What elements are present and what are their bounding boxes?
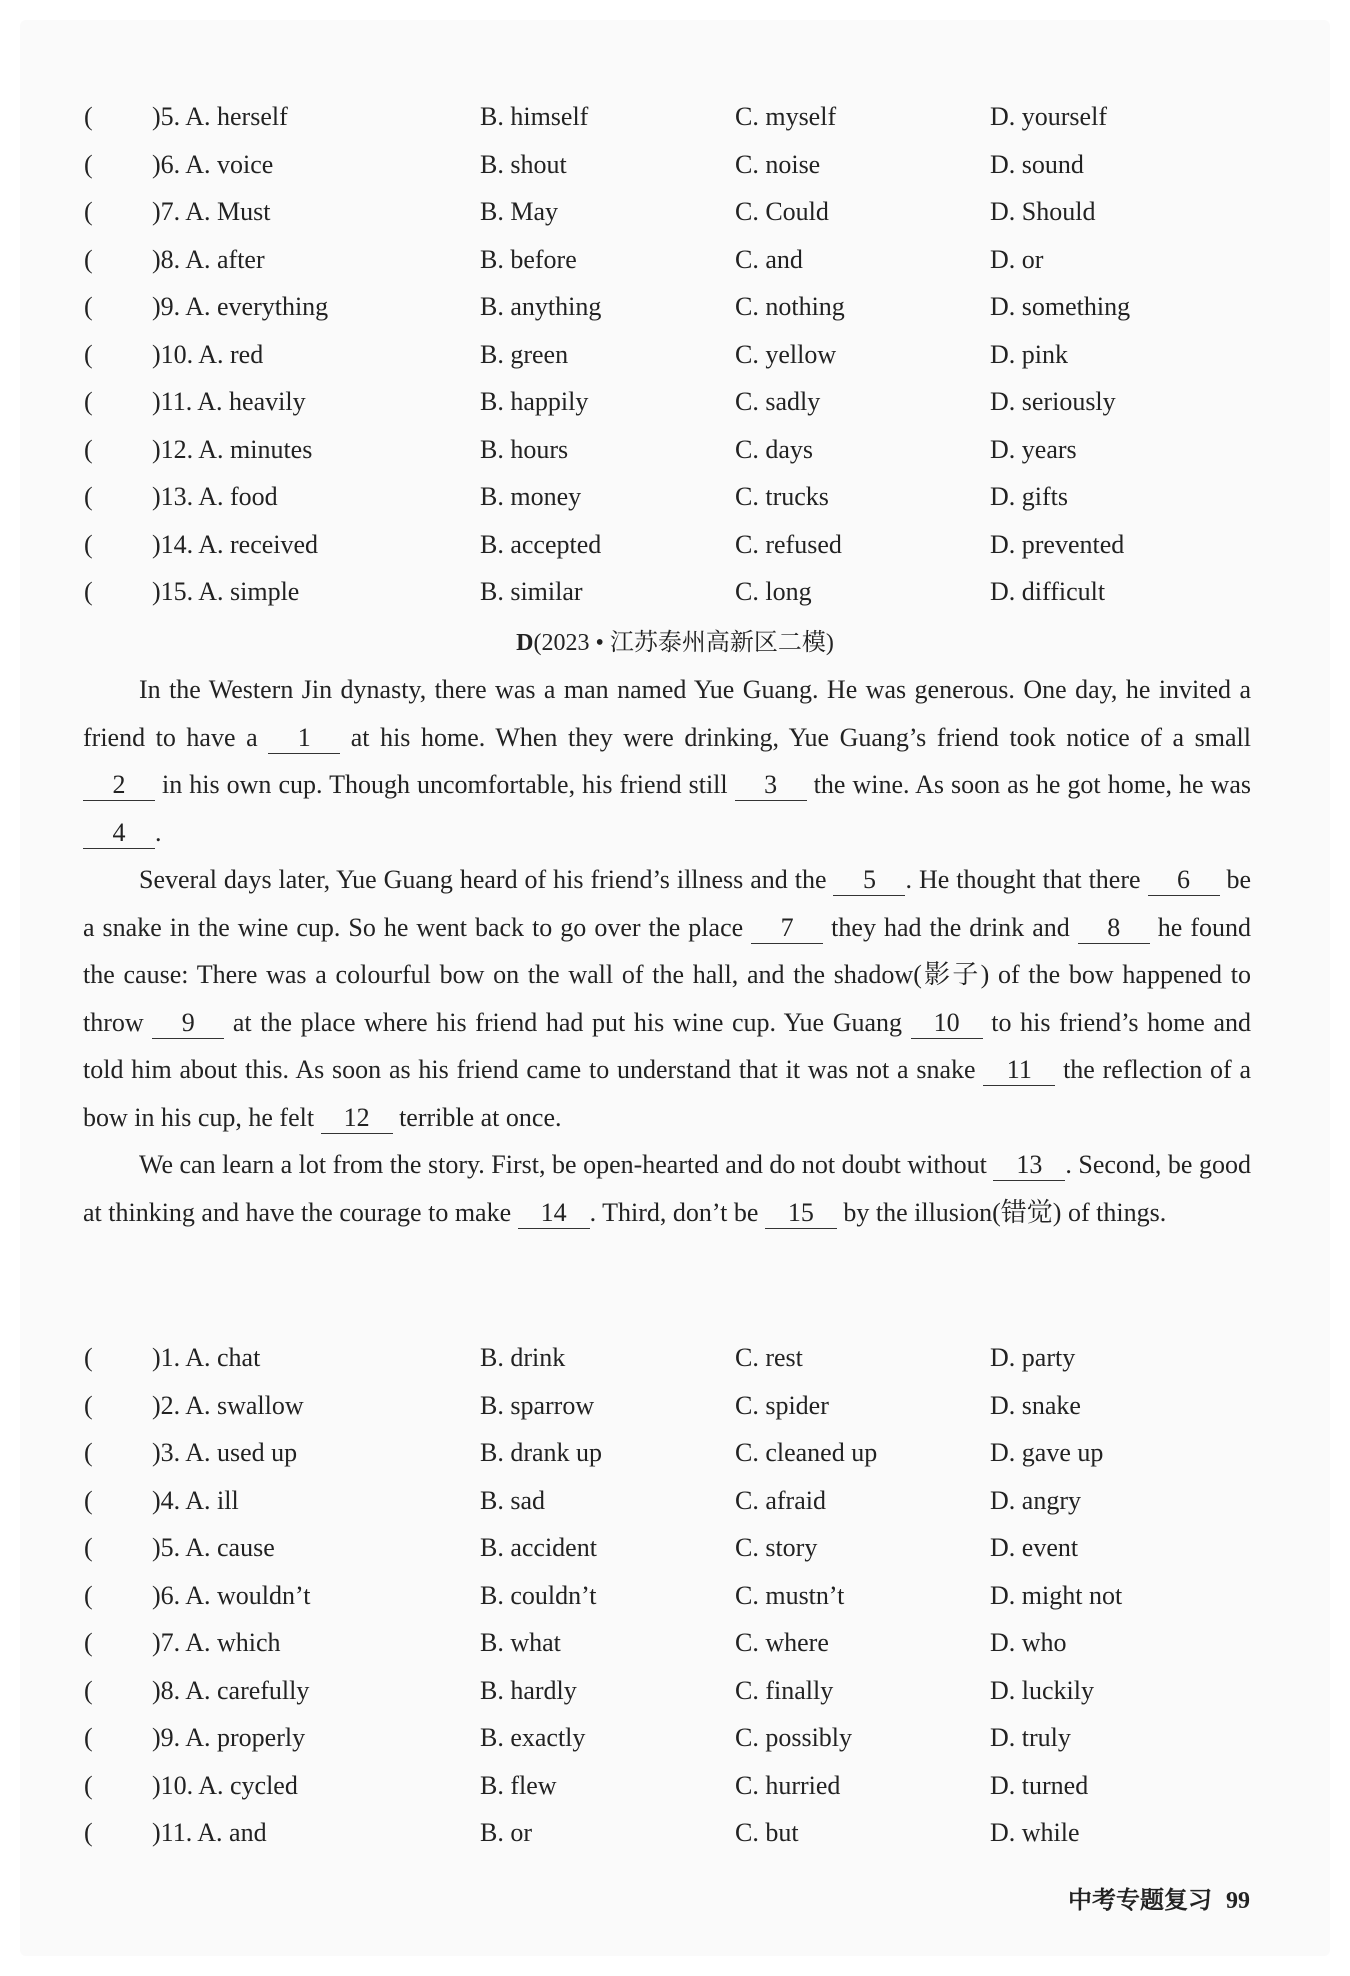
option-b[interactable]: B. drink: [480, 1343, 566, 1372]
option-b[interactable]: B. accident: [480, 1533, 597, 1562]
blank-14[interactable]: 14: [518, 1198, 590, 1229]
blank-1[interactable]: 1: [268, 723, 340, 754]
blank-13[interactable]: 13: [993, 1150, 1065, 1181]
blank-2[interactable]: 2: [83, 770, 155, 801]
paren[interactable]: (: [84, 1818, 93, 1847]
passage-text: the wine. As soon as he got home, he was: [806, 770, 1251, 799]
option-a[interactable]: )9. A. properly: [152, 1723, 306, 1752]
passage-text: at his home. When they were drinking, Yue Guang’s friend took notice of a small: [340, 722, 1251, 752]
option-a[interactable]: )8. A. after: [152, 244, 265, 274]
passage-text: We can learn a lot from the story. First, be open-hearted and do not doubt without: [139, 1150, 994, 1179]
option-c[interactable]: C. long: [735, 577, 812, 606]
option-c[interactable]: C. spider: [735, 1390, 829, 1420]
option-c[interactable]: C. sadly: [735, 387, 821, 416]
option-b[interactable]: B. drank up: [480, 1438, 603, 1467]
option-row: [0, 93, 1350, 141]
paren[interactable]: (: [84, 1580, 93, 1610]
option-d[interactable]: D. something: [990, 292, 1131, 321]
option-row: [0, 1524, 1350, 1572]
option-row: [0, 331, 1350, 379]
option-d[interactable]: D. or: [990, 244, 1044, 274]
option-a[interactable]: )7. A. Must: [152, 197, 271, 226]
passage-text: Several days later, Yue Guang heard of his friend’s illness and the: [139, 865, 834, 894]
option-d[interactable]: D. pink: [990, 339, 1068, 369]
paren[interactable]: (: [84, 1675, 93, 1705]
paren[interactable]: (: [84, 244, 93, 274]
passage: [83, 666, 1251, 1236]
option-b[interactable]: B. similar: [480, 577, 583, 606]
passage-text: . Second, be good at thinking and have the courage to make: [83, 1150, 1251, 1227]
option-b[interactable]: B. himself: [480, 102, 589, 131]
option-c[interactable]: C. noise: [735, 149, 821, 179]
option-d[interactable]: D. luckily: [990, 1675, 1094, 1705]
blank-15[interactable]: 15: [765, 1198, 837, 1229]
paren[interactable]: (: [84, 1533, 93, 1562]
option-c[interactable]: C. nothing: [735, 292, 845, 321]
option-a[interactable]: )13. A. food: [152, 482, 278, 511]
blank-4[interactable]: 4: [83, 818, 155, 849]
option-c[interactable]: C. where: [735, 1628, 829, 1657]
option-d[interactable]: D. event: [990, 1533, 1079, 1562]
option-a[interactable]: )8. A. carefully: [152, 1675, 310, 1705]
passage-text: In the Western Jin dynasty, there was a man named Yue Guang. He was generous. One day, he invited a friend to have a: [83, 675, 1251, 752]
option-d[interactable]: D. gifts: [990, 482, 1068, 511]
passage-text: by the illusion(错觉) of things.: [836, 1197, 1167, 1227]
option-c[interactable]: C. yellow: [735, 339, 837, 369]
option-row: [0, 1429, 1350, 1477]
passage-text: be a snake in the wine cup. So he went back to go over the place: [83, 865, 1251, 942]
option-d[interactable]: D. turned: [990, 1770, 1089, 1800]
option-d[interactable]: D. might not: [990, 1580, 1123, 1610]
option-a[interactable]: )4. A. ill: [152, 1485, 239, 1515]
option-c[interactable]: C. finally: [735, 1675, 834, 1705]
paren[interactable]: (: [84, 577, 93, 606]
option-b[interactable]: B. May: [480, 197, 558, 226]
paren[interactable]: (: [84, 149, 93, 179]
option-d[interactable]: D. snake: [990, 1390, 1081, 1420]
option-row: [0, 1382, 1350, 1430]
option-row: [0, 1572, 1350, 1620]
option-row: [0, 568, 1350, 616]
option-b[interactable]: B. couldn’t: [480, 1580, 597, 1610]
option-d[interactable]: D. seriously: [990, 387, 1116, 416]
option-row: [0, 378, 1350, 426]
option-c[interactable]: C. cleaned up: [735, 1438, 878, 1467]
option-a[interactable]: )14. A. received: [152, 529, 319, 559]
option-b[interactable]: B. money: [480, 482, 582, 511]
option-b[interactable]: B. green: [480, 339, 569, 369]
option-a[interactable]: )15. A. simple: [152, 577, 300, 606]
option-row: [0, 236, 1350, 284]
paren[interactable]: (: [84, 102, 93, 131]
paragraph-1: [83, 666, 1251, 856]
option-b[interactable]: B. or: [480, 1818, 532, 1847]
paragraph-3: [83, 1141, 1251, 1236]
paren[interactable]: (: [84, 339, 93, 369]
option-b[interactable]: B. hardly: [480, 1675, 577, 1705]
option-a[interactable]: )2. A. swallow: [152, 1390, 304, 1420]
blank-10[interactable]: 10: [911, 1008, 983, 1039]
option-b[interactable]: B. anything: [480, 292, 602, 321]
paren[interactable]: (: [84, 1770, 93, 1800]
option-row: [0, 1762, 1350, 1810]
blank-9[interactable]: 9: [152, 1008, 224, 1039]
passage-text: the reflection of a bow in his cup, he felt: [83, 1055, 1251, 1132]
option-row: [0, 521, 1350, 569]
paren[interactable]: (: [84, 387, 93, 416]
option-row: [0, 1619, 1350, 1667]
option-d[interactable]: D. yourself: [990, 102, 1107, 131]
option-b[interactable]: B. shout: [480, 149, 567, 179]
blank-7[interactable]: 7: [751, 913, 823, 944]
option-a[interactable]: )6. A. wouldn’t: [152, 1580, 311, 1610]
option-row: [0, 1809, 1350, 1857]
option-b[interactable]: B. exactly: [480, 1723, 586, 1752]
options-bottom: [0, 1334, 1350, 1857]
paren[interactable]: (: [84, 1723, 93, 1752]
option-d[interactable]: D. sound: [990, 149, 1084, 179]
option-d[interactable]: D. angry: [990, 1485, 1081, 1515]
option-c[interactable]: C. and: [735, 244, 803, 274]
paren[interactable]: (: [84, 482, 93, 511]
option-a[interactable]: )11. A. and: [152, 1818, 267, 1847]
option-d[interactable]: D. Should: [990, 197, 1096, 226]
option-c[interactable]: C. trucks: [735, 482, 829, 511]
passage-text: they had the drink and: [823, 912, 1078, 942]
blank-11[interactable]: 11: [983, 1055, 1055, 1086]
blank-8[interactable]: 8: [1078, 913, 1150, 944]
option-a[interactable]: )9. A. everything: [152, 292, 329, 321]
option-a[interactable]: )3. A. used up: [152, 1438, 298, 1467]
option-c[interactable]: C. hurried: [735, 1770, 841, 1800]
paren[interactable]: (: [84, 529, 93, 559]
option-a[interactable]: )5. A. herself: [152, 102, 288, 131]
option-c[interactable]: C. afraid: [735, 1485, 826, 1515]
option-d[interactable]: D. truly: [990, 1723, 1071, 1752]
option-row: [0, 426, 1350, 474]
option-row: [0, 141, 1350, 189]
page-number: 99: [1226, 1888, 1250, 1914]
blank-3[interactable]: 3: [735, 770, 807, 801]
option-row: [0, 1334, 1350, 1382]
paren[interactable]: (: [84, 1438, 93, 1467]
paren[interactable]: (: [84, 292, 93, 321]
option-row: [0, 283, 1350, 331]
passage-text: . He thought that there: [905, 865, 1148, 894]
section-letter: D: [516, 630, 534, 656]
option-d[interactable]: D. who: [990, 1628, 1067, 1657]
option-b[interactable]: B. hours: [480, 434, 569, 464]
option-a[interactable]: )12. A. minutes: [152, 434, 313, 464]
page-footer: [1068, 1880, 1250, 1915]
option-row: [0, 473, 1350, 521]
paren[interactable]: (: [84, 1485, 93, 1515]
option-row: [0, 1477, 1350, 1525]
passage-text: .: [155, 817, 162, 847]
paren[interactable]: (: [84, 1390, 93, 1420]
option-a[interactable]: )1. A. chat: [152, 1343, 261, 1372]
option-b[interactable]: B. what: [480, 1628, 561, 1657]
option-b[interactable]: B. accepted: [480, 529, 602, 559]
passage-text: terrible at once.: [392, 1102, 562, 1132]
options-top: [0, 93, 1350, 616]
option-a[interactable]: )6. A. voice: [152, 149, 274, 179]
blank-12[interactable]: 12: [321, 1103, 393, 1134]
section-source: (2023 • 江苏泰州高新区二模): [533, 630, 834, 656]
option-b[interactable]: B. sad: [480, 1485, 545, 1515]
option-c[interactable]: C. story: [735, 1533, 818, 1562]
option-c[interactable]: C. myself: [735, 102, 837, 131]
footer-title: 中考专题复习: [1068, 1886, 1212, 1914]
paren[interactable]: (: [84, 1628, 93, 1657]
option-b[interactable]: B. sparrow: [480, 1390, 595, 1420]
paren[interactable]: (: [84, 434, 93, 464]
option-a[interactable]: )11. A. heavily: [152, 387, 306, 416]
option-c[interactable]: C. but: [735, 1818, 799, 1847]
option-row: [0, 1667, 1350, 1715]
option-c[interactable]: C. rest: [735, 1343, 803, 1372]
option-d[interactable]: D. prevented: [990, 529, 1125, 559]
passage-text: at the place where his friend had put his wine cup. Yue Guang: [224, 1007, 911, 1037]
option-d[interactable]: D. years: [990, 434, 1077, 464]
blank-5[interactable]: 5: [833, 865, 905, 896]
option-a[interactable]: )7. A. which: [152, 1628, 281, 1657]
passage-text: in his own cup. Though uncomfortable, his friend still: [155, 770, 735, 799]
option-c[interactable]: C. possibly: [735, 1723, 853, 1752]
paragraph-2: [83, 856, 1251, 1141]
option-c[interactable]: C. days: [735, 434, 813, 464]
option-row: [0, 1714, 1350, 1762]
passage-text: he found the cause: There was a colourful bow on the wall of the hall, and the shadow(影子) of the bow happened to throw: [83, 912, 1251, 1037]
option-d[interactable]: D. difficult: [990, 577, 1106, 606]
option-c[interactable]: C. Could: [735, 197, 829, 226]
passage-text: to his friend’s home and told him about this. As soon as his friend came to understand that it was not a snake: [83, 1007, 1251, 1084]
paren[interactable]: (: [84, 1343, 93, 1372]
blank-6[interactable]: 6: [1148, 865, 1220, 896]
passage-text: . Third, don’t be: [589, 1197, 765, 1227]
option-a[interactable]: )10. A. cycled: [152, 1770, 298, 1800]
option-b[interactable]: B. flew: [480, 1770, 557, 1800]
option-a[interactable]: )10. A. red: [152, 339, 264, 369]
option-d[interactable]: D. while: [990, 1818, 1080, 1847]
option-b[interactable]: B. before: [480, 244, 577, 274]
option-a[interactable]: )5. A. cause: [152, 1533, 275, 1562]
paren[interactable]: (: [84, 197, 93, 226]
option-row: [0, 188, 1350, 236]
option-d[interactable]: D. party: [990, 1343, 1076, 1372]
section-heading: [0, 619, 1350, 667]
option-d[interactable]: D. gave up: [990, 1438, 1104, 1467]
option-c[interactable]: C. mustn’t: [735, 1580, 845, 1610]
option-b[interactable]: B. happily: [480, 387, 589, 416]
option-c[interactable]: C. refused: [735, 529, 842, 559]
